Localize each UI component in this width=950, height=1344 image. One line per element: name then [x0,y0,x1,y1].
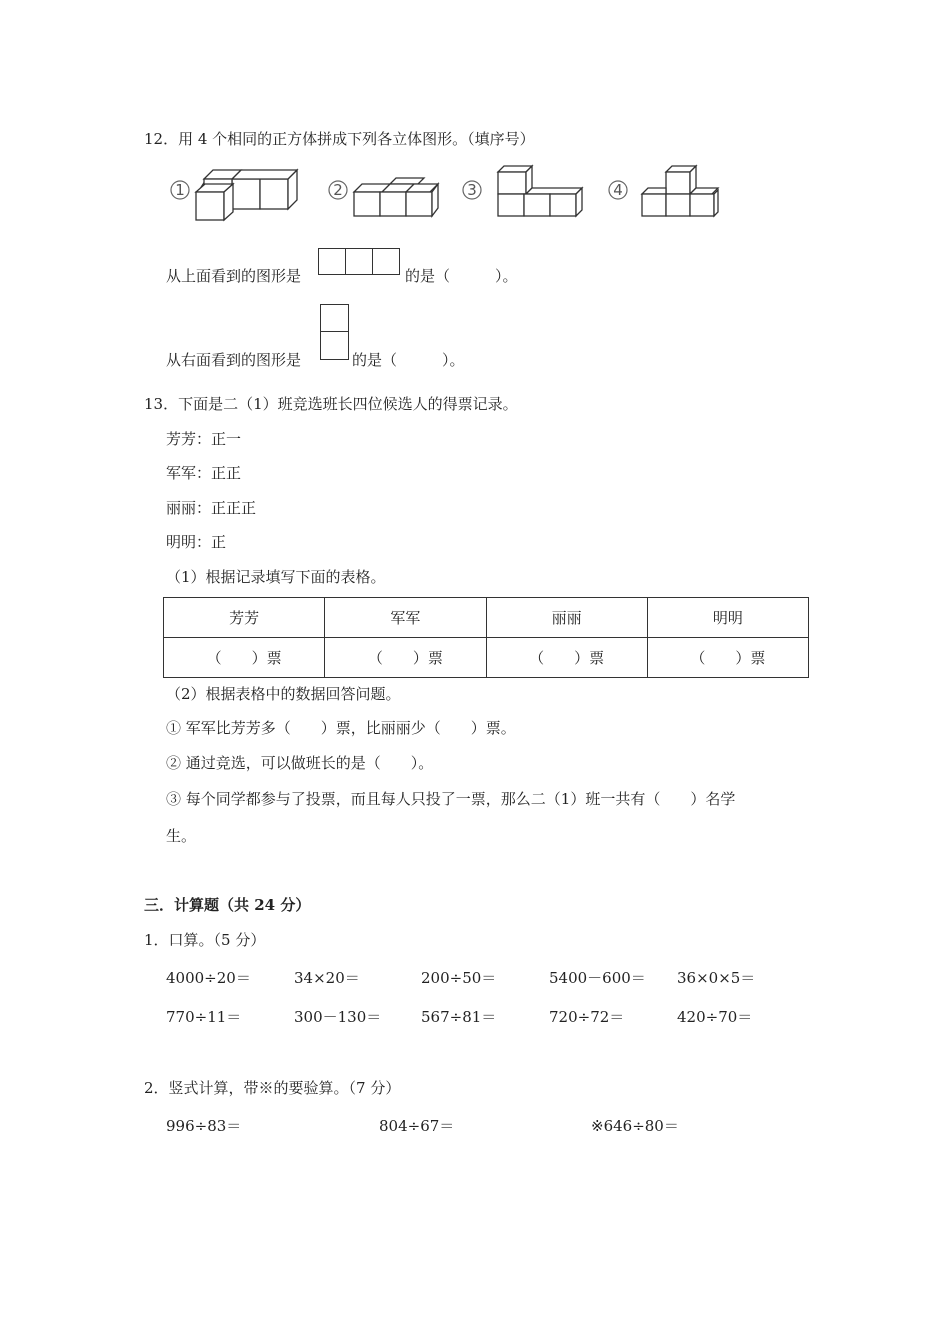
vertical-calc-item: 804÷67＝ [379,1117,455,1135]
table-header: 军军 [325,598,486,638]
figure-label-1: 1 [175,181,185,199]
table-row [164,638,809,678]
right-view-prefix: 从右面看到的图形是 [166,351,302,369]
record-junjun: 军军：正正 [166,464,242,482]
sub-question-3[interactable]: ③ 每个同学都参与了投票，而且每人只投了一票，那么二（1）班一共有（ ）名学 [166,790,736,808]
record-mingming: 明明：正 [166,533,227,551]
vote-answer-cell[interactable]: （ ）票 [325,638,486,678]
cube-figure-1 [170,170,300,222]
right-view-shape [320,304,350,362]
record-lili: 丽丽：正正正 [166,499,257,517]
cube-figure-2 [328,176,443,220]
vote-answer-cell[interactable]: （ ）票 [647,638,808,678]
top-view-answer[interactable]: 的是（ ）。 [405,267,518,285]
cube-figure-4 [606,162,726,220]
calc-q2-title: 2．竖式计算，带※的要验算。（7 分） [144,1079,401,1097]
oral-calc-item: 4000÷20＝ [166,969,251,987]
section-3-title: 三．计算题（共 24 分） [144,896,311,914]
oral-calc-item: 770÷11＝ [166,1008,242,1026]
table-header: 丽丽 [486,598,647,638]
part-1-instruction: （1）根据记录填写下面的表格。 [166,568,386,586]
sub-question-2[interactable]: ② 通过竞选，可以做班长的是（ ）。 [166,754,434,772]
cube-figure-3 [462,162,587,220]
table-header: 芳芳 [164,598,325,638]
oral-calc-item: 5400－600＝ [549,969,646,987]
top-view-prefix: 从上面看到的图形是 [166,267,302,285]
oral-calc-item: 34×20＝ [294,969,360,987]
table-header: 明明 [647,598,808,638]
top-view-shape [318,248,402,276]
part-2-instruction: （2）根据表格中的数据回答问题。 [166,685,401,703]
vertical-calc-item: 996÷83＝ [166,1117,242,1135]
figure-label-3: 3 [467,181,477,199]
oral-calc-item: 720÷72＝ [549,1008,625,1026]
oral-calc-item: 420÷70＝ [677,1008,753,1026]
oral-calc-item: 36×0×5＝ [677,969,756,987]
sub-question-1[interactable]: ① 军军比芳芳多（ ）票，比丽丽少（ ）票。 [166,719,516,737]
sub-question-3-continued: 生。 [166,827,197,845]
oral-calc-item: 300－130＝ [294,1008,382,1026]
vote-answer-cell[interactable]: （ ）票 [164,638,325,678]
vote-answer-cell[interactable]: （ ）票 [486,638,647,678]
calc-q1-title: 1．口算。（5 分） [144,931,266,949]
record-fangfang: 芳芳：正一 [166,430,242,448]
figure-label-2: 2 [333,181,343,199]
figure-label-4: 4 [613,181,623,199]
question-12-title: 12．用 4 个相同的正方体拼成下列各立体图形。（填序号） [144,130,535,148]
vote-table [163,597,809,678]
vertical-calc-item: ※646÷80＝ [591,1117,679,1135]
oral-calc-item: 200÷50＝ [421,969,497,987]
question-13-title: 13．下面是二（1）班竞选班长四位候选人的得票记录。 [144,395,518,413]
oral-calc-item: 567÷81＝ [421,1008,497,1026]
table-header-row [164,598,809,638]
right-view-answer[interactable]: 的是（ ）。 [352,351,465,369]
